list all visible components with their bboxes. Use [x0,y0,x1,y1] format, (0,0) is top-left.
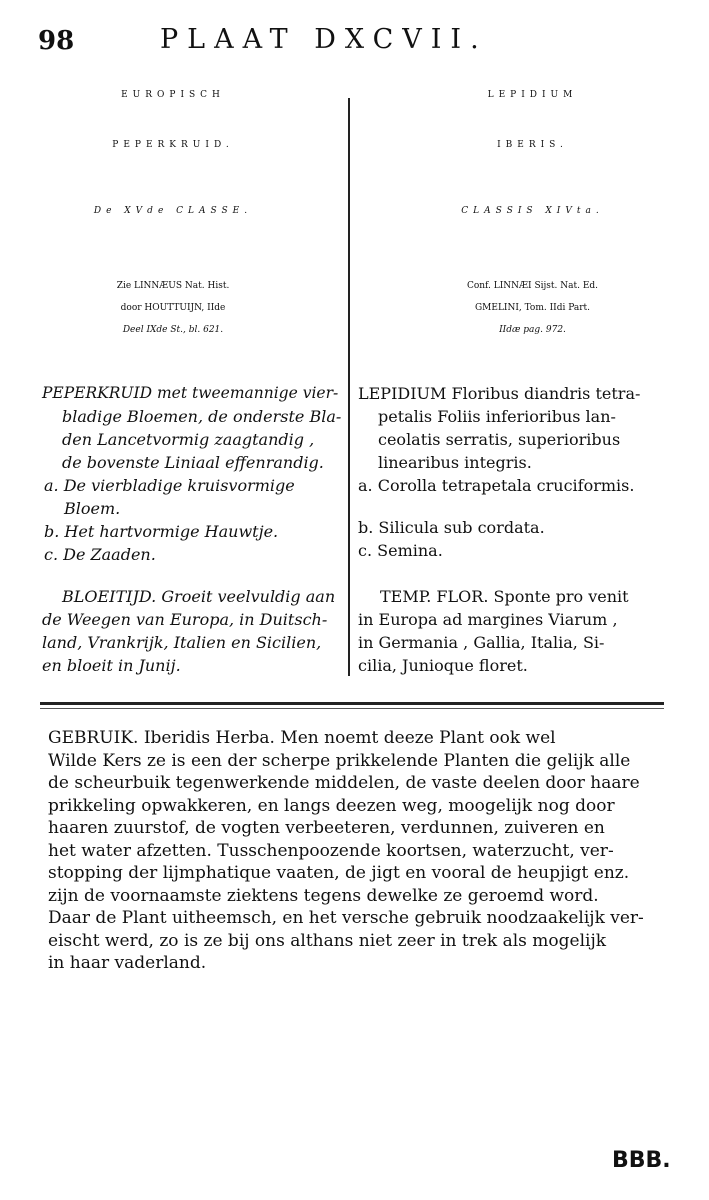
right-description-line: petalis Foliis inferioribus lan- [378,407,616,426]
left-item: a. De vierbladige kruisvormige [44,476,295,495]
left-reference-line: Deel IXde St., bl. 621. [122,325,224,335]
usage-line: Wilde Kers ze is een der scherpe prikkelende Planten die gelijk alle [48,750,631,771]
left-reference-line: Zie LINNÆUS Nat. Hist. [116,281,230,291]
left-description-line: bladige Bloemen, de onderste Bla- [62,407,342,426]
left-item: c. De Zaaden. [44,545,156,564]
left-classis: De XVde CLASSE. [93,206,253,216]
right-item: b. Silicula sub cordata. [358,518,545,537]
left-item: Bloem. [64,499,121,518]
section-divider-thin [40,708,664,709]
usage-paragraph [48,727,668,975]
left-item: b. Het hartvormige Hauwtje. [44,522,279,541]
usage-line: stopping der lijmphatique vaaten, de jigt en vooral de heupjigt enz. [48,863,630,883]
section-divider [40,702,664,705]
usage-line: Daar de Plant uitheemsch, en het versche gebruik noodzaakelijk ver- [48,908,644,928]
left-title-line2: PEPERKRUID. [112,140,234,150]
left-description-line: PEPERKRUID met tweemannige vier- [42,384,339,402]
left-description-line: den Lancetvormig zaagtandig , [62,430,315,449]
right-reference-line: Conf. LINNÆI Sijst. Nat. Ed. [466,281,599,291]
usage-line: haaren zuurstof, de vogten verbeeteren, verdunnen, zuiveren en [48,818,605,838]
right-title-line1: LEPIDIUM [487,90,578,100]
plate-title: PLAAT DXCVII. [160,24,488,55]
column-divider [348,98,350,676]
right-flowering-line: in Germania , Gallia, Italia, Si- [358,633,605,652]
right-reference-line: IIdæ pag. 972. [499,325,566,335]
usage-line: GEBRUIK. Iberidis Herba. Men noemt deeze Plant ook wel [48,728,556,748]
right-flowering-line: TEMP. FLOR. Sponte pro venit [380,587,629,606]
left-flowering-line: en bloeit in Junij. [42,656,181,675]
left-description-line: de bovenste Liniaal effenrandig. [62,453,324,472]
right-item: a. Corolla tetrapetala cruciformis. [358,476,635,495]
right-title-line2: IBERIS. [497,140,568,150]
right-description-line: linearibus integris. [378,453,532,472]
right-item: c. Semina. [358,541,443,560]
usage-line: het water afzetten. Tusschenpoozende koortsen, waterzucht, ver- [48,840,614,861]
left-flowering-line: BLOEITIJD. Groeit veelvuldig aan [62,587,336,606]
left-flowering-line: de Weegen van Europa, in Duitsch- [42,610,328,629]
right-flowering-line: in Europa ad margines Viarum , [358,610,618,629]
right-description-line: ceolatis serratis, superioribus [378,430,621,449]
right-flowering-line: cilia, Junioque floret. [358,656,528,675]
page-number: 98 [38,26,75,56]
usage-line: de scheurbuik tegenwerkende middelen, de vaste deelen door haare [48,773,640,793]
left-reference-line: door HOUTTUIJN, IIde [120,303,226,313]
left-flowering-line: land, Vrankrijk, Italien en Sicilien, [42,633,322,652]
usage-line: zijn de voornaamste ziektens tegens dewelke ze geroemd word. [48,885,599,906]
left-title-line1: EUROPISCH [121,90,225,100]
usage-line: eischt werd, zo is ze bij ons althans niet zeer in trek als mogelijk [48,930,607,951]
right-description-line: LEPIDIUM Floribus diandris tetra- [358,384,641,403]
usage-line: prikkeling opwakkeren, en langs deezen weg, moogelijk nog door [48,795,615,816]
usage-line: in haar vaderland. [48,953,207,973]
right-reference-line: GMELINI, Tom. IIdi Part. [474,303,591,313]
right-classis: CLASSIS XIVta. [461,206,604,216]
signature-mark: BBB. [612,1148,671,1173]
